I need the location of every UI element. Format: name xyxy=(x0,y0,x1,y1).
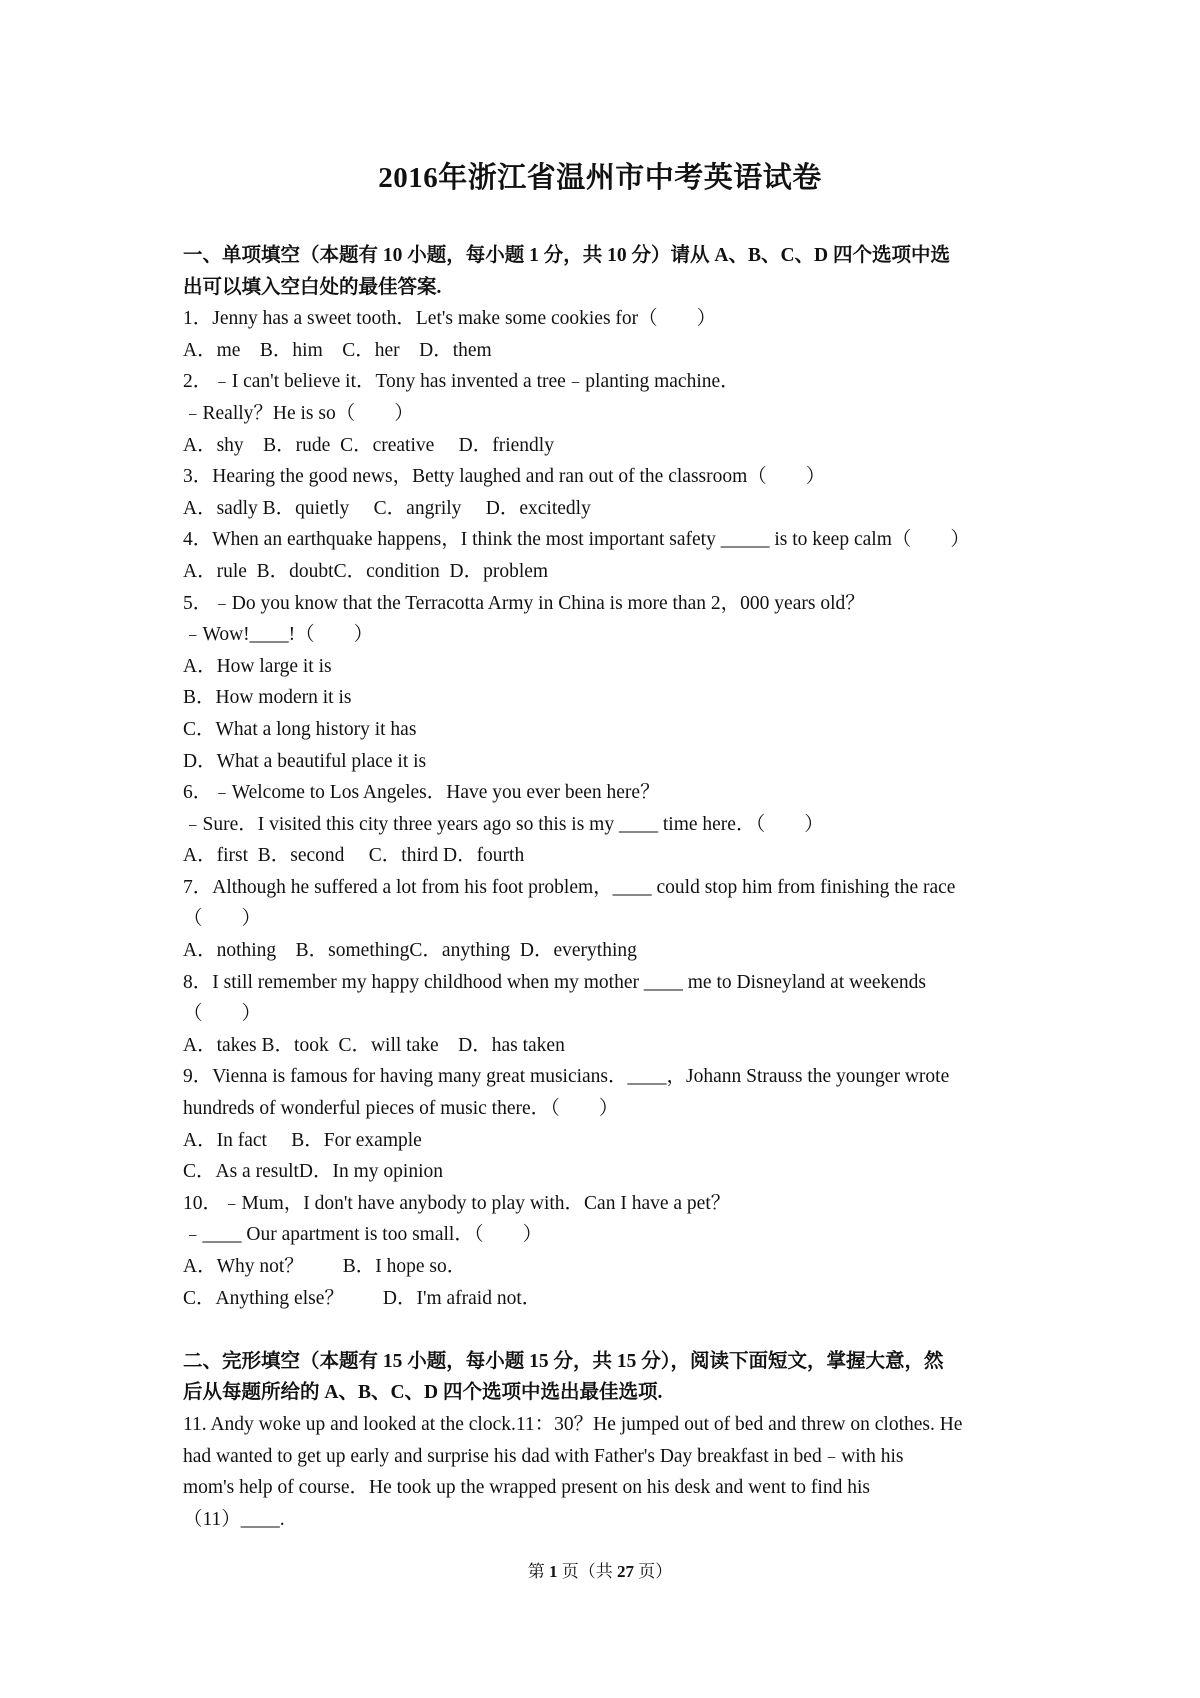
question-line: C．Anything else？ D．I'm afraid not． xyxy=(183,1287,542,1309)
passage-line: mom's help of course．He took up the wrapped present on his desk and went to find his xyxy=(183,1477,870,1499)
question-line: ﹣____ Our apartment is too small．（ ） xyxy=(183,1224,543,1246)
question-line: ﹣Really？He is so（ ） xyxy=(183,402,414,424)
section-1-questions xyxy=(183,303,1033,1314)
section-2-heading-line-2: 后从每题所给的 A、B、C、D 四个选项中选出最佳选项. xyxy=(183,1382,663,1404)
question-line: 3．Hearing the good news，Betty laughed and ran out of the classroom（ ） xyxy=(183,466,826,488)
question-line: A．first B．second C．third D．fourth xyxy=(183,845,525,867)
question-line: B．How modern it is xyxy=(183,687,352,709)
question-line: 5．﹣Do you know that the Terracotta Army in China is more than 2，000 years old？ xyxy=(183,592,865,614)
question-line: ﹣Wow!____!（ ） xyxy=(183,624,374,646)
footer-suffix: 页） xyxy=(638,1562,673,1581)
question-line: 4．When an earthquake happens，I think the most important safety _____ is to keep calm（ ） xyxy=(183,529,970,551)
question-line: ﹣Sure．I visited this city three years ago so this is my ____ time here．（ ） xyxy=(183,813,824,835)
section-2-passage xyxy=(183,1409,1033,1535)
question-line: D．What a beautiful place it is xyxy=(183,750,427,772)
footer-prefix: 第 xyxy=(527,1562,545,1581)
question-line: A．me B．him C．her D．them xyxy=(183,339,492,361)
question-line: A．nothing B．somethingC．anything D．everything xyxy=(183,940,637,962)
page-footer xyxy=(0,1557,1200,1582)
footer-middle: 页（共 xyxy=(561,1562,613,1581)
footer-page-number: 1 xyxy=(549,1562,558,1581)
question-line: C．What a long history it has xyxy=(183,718,417,740)
question-line: A．How large it is xyxy=(183,655,332,677)
question-line: 7．Although he suffered a lot from his foot problem，____ could stop him from finishing the race xyxy=(183,876,956,898)
passage-line: had wanted to get up early and surprise his dad with Father's Day breakfast in bed﹣with his xyxy=(183,1445,904,1467)
question-line: C．As a resultD．In my opinion xyxy=(183,1161,443,1183)
question-line: A．takes B．took C．will take D．has taken xyxy=(183,1034,565,1056)
passage-line: （11）____. xyxy=(183,1508,285,1530)
question-line: hundreds of wonderful pieces of music there．（ ） xyxy=(183,1098,619,1120)
question-line: 9．Vienna is famous for having many great musicians．____，Johann Strauss the younger wrote xyxy=(183,1066,950,1088)
question-line: 6．﹣Welcome to Los Angeles．Have you ever been here？ xyxy=(183,782,660,804)
question-line: 2．﹣I can't believe it．Tony has invented a tree﹣planting machine． xyxy=(183,371,740,393)
page-title: 2016年浙江省温州市中考英语试卷 xyxy=(378,162,822,194)
section-gap xyxy=(183,1314,1033,1346)
section-2-heading-line-1: 二、完形填空（本题有 15 小题，每小题 15 分，共 15 分），阅读下面短文，掌握大意，然 xyxy=(183,1350,944,1372)
question-line: （ ） xyxy=(183,1003,262,1025)
passage-line: 11. Andy woke up and looked at the clock.11：30？He jumped out of bed and threw on clothes. He xyxy=(183,1413,963,1435)
question-line: 8．I still remember my happy childhood when my mother ____ me to Disneyland at weekends xyxy=(183,971,927,993)
question-line: 10．﹣Mum，I don't have anybody to play with．Can I have a pet？ xyxy=(183,1192,731,1214)
question-line: A．Why not？ B．I hope so． xyxy=(183,1256,467,1277)
section-1-heading-line-1: 一、单项填空（本题有 10 小题，每小题 1 分，共 10 分）请从 A、B、C、D 四个选项中选 xyxy=(183,245,951,266)
question-line: A．rule B．doubtC．condition D．problem xyxy=(183,560,549,582)
section-1-heading-line-2: 出可以填入空白处的最佳答案. xyxy=(183,276,442,298)
footer-total-pages: 27 xyxy=(617,1562,634,1581)
question-line: A．sadly B．quietly C．angrily D．excitedly xyxy=(183,497,591,519)
question-line: A．shy B．rude C．creative D．friendly xyxy=(183,434,554,456)
question-line: 1．Jenny has a sweet tooth．Let's make some cookies for（ ） xyxy=(183,308,717,330)
question-line: A．In fact B．For example xyxy=(183,1129,422,1151)
question-line: （ ） xyxy=(183,908,262,930)
exam-content xyxy=(183,240,1033,1535)
